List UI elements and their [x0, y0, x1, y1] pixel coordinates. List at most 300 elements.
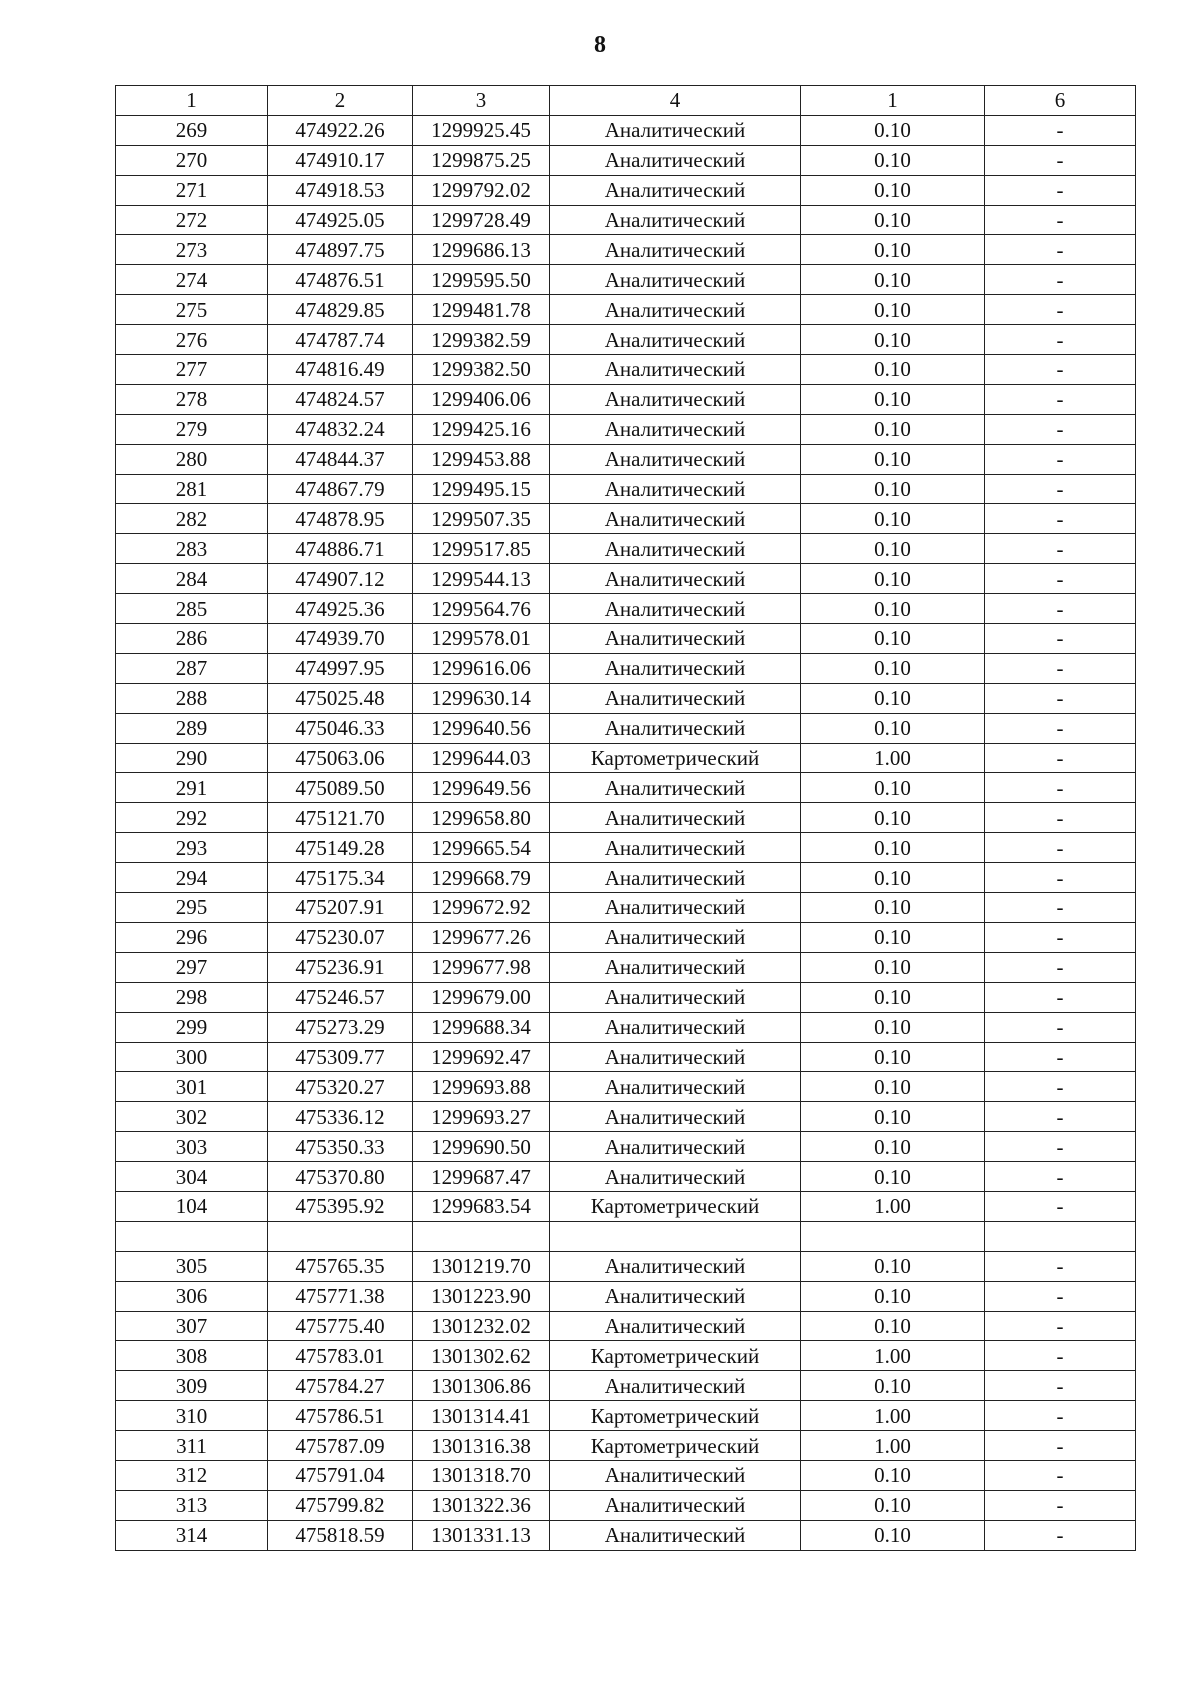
accuracy-cell: 0.10 [801, 1012, 985, 1042]
accuracy-cell: 0.10 [801, 952, 985, 982]
method-cell: Аналитический [550, 683, 801, 713]
x-coordinate-cell: 475246.57 [268, 982, 413, 1012]
accuracy-cell: 0.10 [801, 922, 985, 952]
y-coordinate-cell: 1299595.50 [413, 265, 550, 295]
x-coordinate-cell: 474907.12 [268, 564, 413, 594]
accuracy-cell: 0.10 [801, 414, 985, 444]
point-number-cell: 301 [116, 1072, 268, 1102]
coordinates-table [115, 85, 1136, 1551]
table-header [116, 86, 1136, 116]
table-row [116, 713, 1136, 743]
method-cell: Аналитический [550, 235, 801, 265]
y-coordinate-cell: 1299683.54 [413, 1191, 550, 1221]
table-row [116, 145, 1136, 175]
accuracy-cell: 0.10 [801, 444, 985, 474]
description-cell: - [985, 1371, 1136, 1401]
description-cell: - [985, 1281, 1136, 1311]
method-cell: Аналитический [550, 384, 801, 414]
method-cell [550, 1221, 801, 1251]
header-cell: 1 [116, 86, 268, 116]
point-number-cell: 310 [116, 1401, 268, 1431]
x-coordinate-cell: 475765.35 [268, 1251, 413, 1281]
header-row [116, 86, 1136, 116]
y-coordinate-cell: 1299481.78 [413, 295, 550, 325]
x-coordinate-cell: 474922.26 [268, 115, 413, 145]
x-coordinate-cell: 475089.50 [268, 773, 413, 803]
table-row [116, 683, 1136, 713]
accuracy-cell: 1.00 [801, 743, 985, 773]
method-cell: Аналитический [550, 893, 801, 923]
method-cell: Аналитический [550, 534, 801, 564]
table-row [116, 1490, 1136, 1520]
x-coordinate-cell: 474832.24 [268, 414, 413, 444]
x-coordinate-cell: 475786.51 [268, 1401, 413, 1431]
point-number-cell: 288 [116, 683, 268, 713]
x-coordinate-cell: 474829.85 [268, 295, 413, 325]
x-coordinate-cell: 474939.70 [268, 624, 413, 654]
description-cell: - [985, 414, 1136, 444]
x-coordinate-cell: 474897.75 [268, 235, 413, 265]
method-cell: Аналитический [550, 564, 801, 594]
method-cell: Аналитический [550, 205, 801, 235]
point-number-cell: 289 [116, 713, 268, 743]
table-row [116, 1281, 1136, 1311]
x-coordinate-cell: 474844.37 [268, 444, 413, 474]
x-coordinate-cell [268, 1221, 413, 1251]
y-coordinate-cell: 1299687.47 [413, 1162, 550, 1192]
description-cell: - [985, 683, 1136, 713]
description-cell: - [985, 1102, 1136, 1132]
accuracy-cell: 0.10 [801, 773, 985, 803]
point-number-cell: 282 [116, 504, 268, 534]
point-number-cell: 308 [116, 1341, 268, 1371]
x-coordinate-cell: 475370.80 [268, 1162, 413, 1192]
method-cell: Аналитический [550, 653, 801, 683]
page-number: 8 [594, 32, 606, 58]
x-coordinate-cell: 474925.05 [268, 205, 413, 235]
description-cell: - [985, 265, 1136, 295]
description-cell [985, 1221, 1136, 1251]
point-number-cell: 104 [116, 1191, 268, 1221]
method-cell: Картометрический [550, 743, 801, 773]
description-cell: - [985, 1132, 1136, 1162]
point-number-cell: 283 [116, 534, 268, 564]
description-cell: - [985, 175, 1136, 205]
point-number-cell: 305 [116, 1251, 268, 1281]
description-cell: - [985, 803, 1136, 833]
y-coordinate-cell: 1301322.36 [413, 1490, 550, 1520]
method-cell: Аналитический [550, 1281, 801, 1311]
x-coordinate-cell: 475395.92 [268, 1191, 413, 1221]
method-cell: Аналитический [550, 803, 801, 833]
x-coordinate-cell: 475336.12 [268, 1102, 413, 1132]
point-number-cell: 314 [116, 1520, 268, 1550]
accuracy-cell: 0.10 [801, 145, 985, 175]
method-cell: Аналитический [550, 1371, 801, 1401]
y-coordinate-cell: 1299544.13 [413, 564, 550, 594]
accuracy-cell: 0.10 [801, 1042, 985, 1072]
table-row [116, 653, 1136, 683]
table-row [116, 594, 1136, 624]
y-coordinate-cell: 1299693.88 [413, 1072, 550, 1102]
description-cell: - [985, 115, 1136, 145]
method-cell: Аналитический [550, 922, 801, 952]
accuracy-cell: 0.10 [801, 1072, 985, 1102]
x-coordinate-cell: 475309.77 [268, 1042, 413, 1072]
description-cell: - [985, 1401, 1136, 1431]
x-coordinate-cell: 475787.09 [268, 1431, 413, 1461]
point-number-cell: 279 [116, 414, 268, 444]
method-cell: Аналитический [550, 1490, 801, 1520]
table-row [116, 1042, 1136, 1072]
point-number-cell: 294 [116, 863, 268, 893]
method-cell: Аналитический [550, 1012, 801, 1042]
point-number-cell: 291 [116, 773, 268, 803]
point-number-cell: 273 [116, 235, 268, 265]
accuracy-cell: 0.10 [801, 1460, 985, 1490]
table-row [116, 205, 1136, 235]
accuracy-cell: 0.10 [801, 175, 985, 205]
table-row [116, 325, 1136, 355]
point-number-cell: 274 [116, 265, 268, 295]
table-row [116, 1102, 1136, 1132]
y-coordinate-cell: 1299875.25 [413, 145, 550, 175]
x-coordinate-cell: 474876.51 [268, 265, 413, 295]
description-cell: - [985, 773, 1136, 803]
accuracy-cell: 0.10 [801, 325, 985, 355]
header-cell: 2 [268, 86, 413, 116]
method-cell: Аналитический [550, 773, 801, 803]
description-cell: - [985, 1162, 1136, 1192]
accuracy-cell: 0.10 [801, 205, 985, 235]
x-coordinate-cell: 475025.48 [268, 683, 413, 713]
point-number-cell: 300 [116, 1042, 268, 1072]
point-number-cell: 306 [116, 1281, 268, 1311]
x-coordinate-cell: 474878.95 [268, 504, 413, 534]
method-cell: Аналитический [550, 295, 801, 325]
point-number-cell: 287 [116, 653, 268, 683]
point-number-cell: 281 [116, 474, 268, 504]
x-coordinate-cell: 475236.91 [268, 952, 413, 982]
description-cell: - [985, 594, 1136, 624]
y-coordinate-cell: 1299693.27 [413, 1102, 550, 1132]
point-number-cell: 303 [116, 1132, 268, 1162]
y-coordinate-cell: 1299495.15 [413, 474, 550, 504]
table-row [116, 1460, 1136, 1490]
x-coordinate-cell: 475791.04 [268, 1460, 413, 1490]
accuracy-cell: 0.10 [801, 594, 985, 624]
y-coordinate-cell: 1299690.50 [413, 1132, 550, 1162]
table-row [116, 922, 1136, 952]
description-cell: - [985, 295, 1136, 325]
accuracy-cell: 0.10 [801, 1162, 985, 1192]
accuracy-cell: 0.10 [801, 235, 985, 265]
point-number-cell: 312 [116, 1460, 268, 1490]
description-cell: - [985, 1072, 1136, 1102]
table-row [116, 175, 1136, 205]
method-cell: Аналитический [550, 982, 801, 1012]
method-cell: Картометрический [550, 1341, 801, 1371]
y-coordinate-cell: 1301219.70 [413, 1251, 550, 1281]
table-row [116, 295, 1136, 325]
accuracy-cell: 0.10 [801, 683, 985, 713]
x-coordinate-cell: 474886.71 [268, 534, 413, 564]
y-coordinate-cell: 1299630.14 [413, 683, 550, 713]
description-cell: - [985, 1311, 1136, 1341]
accuracy-cell: 0.10 [801, 115, 985, 145]
y-coordinate-cell: 1299728.49 [413, 205, 550, 235]
y-coordinate-cell: 1299453.88 [413, 444, 550, 474]
x-coordinate-cell: 475063.06 [268, 743, 413, 773]
accuracy-cell: 1.00 [801, 1401, 985, 1431]
table-row [116, 1341, 1136, 1371]
y-coordinate-cell: 1299686.13 [413, 235, 550, 265]
method-cell: Картометрический [550, 1431, 801, 1461]
method-cell: Аналитический [550, 474, 801, 504]
y-coordinate-cell: 1299672.92 [413, 893, 550, 923]
table-row [116, 743, 1136, 773]
table-row [116, 863, 1136, 893]
description-cell: - [985, 325, 1136, 355]
accuracy-cell: 0.10 [801, 893, 985, 923]
y-coordinate-cell: 1301302.62 [413, 1341, 550, 1371]
point-number-cell: 286 [116, 624, 268, 654]
x-coordinate-cell: 475350.33 [268, 1132, 413, 1162]
accuracy-cell: 0.10 [801, 833, 985, 863]
point-number-cell: 293 [116, 833, 268, 863]
accuracy-cell: 0.10 [801, 982, 985, 1012]
x-coordinate-cell: 475783.01 [268, 1341, 413, 1371]
accuracy-cell: 0.10 [801, 803, 985, 833]
table-row [116, 1072, 1136, 1102]
table-row [116, 1191, 1136, 1221]
y-coordinate-cell: 1299616.06 [413, 653, 550, 683]
description-cell: - [985, 564, 1136, 594]
point-number-cell [116, 1221, 268, 1251]
table-row [116, 1132, 1136, 1162]
y-coordinate-cell: 1301316.38 [413, 1431, 550, 1461]
y-coordinate-cell: 1299382.59 [413, 325, 550, 355]
description-cell: - [985, 355, 1136, 385]
x-coordinate-cell: 475784.27 [268, 1371, 413, 1401]
method-cell: Аналитический [550, 414, 801, 444]
table-row [116, 833, 1136, 863]
accuracy-cell: 0.10 [801, 624, 985, 654]
y-coordinate-cell: 1299925.45 [413, 115, 550, 145]
point-number-cell: 285 [116, 594, 268, 624]
table-row [116, 893, 1136, 923]
table-row [116, 355, 1136, 385]
y-coordinate-cell: 1299792.02 [413, 175, 550, 205]
description-cell: - [985, 1520, 1136, 1550]
header-cell: 4 [550, 86, 801, 116]
accuracy-cell: 1.00 [801, 1431, 985, 1461]
accuracy-cell: 0.10 [801, 1520, 985, 1550]
method-cell: Аналитический [550, 833, 801, 863]
y-coordinate-cell: 1299692.47 [413, 1042, 550, 1072]
x-coordinate-cell: 474787.74 [268, 325, 413, 355]
header-cell: 6 [985, 86, 1136, 116]
y-coordinate-cell: 1299688.34 [413, 1012, 550, 1042]
description-cell: - [985, 1341, 1136, 1371]
x-coordinate-cell: 475121.70 [268, 803, 413, 833]
description-cell: - [985, 444, 1136, 474]
description-cell: - [985, 653, 1136, 683]
table-row [116, 265, 1136, 295]
method-cell: Аналитический [550, 1311, 801, 1341]
method-cell: Аналитический [550, 325, 801, 355]
y-coordinate-cell: 1301318.70 [413, 1460, 550, 1490]
x-coordinate-cell: 475273.29 [268, 1012, 413, 1042]
accuracy-cell: 0.10 [801, 1281, 985, 1311]
table-row [116, 1520, 1136, 1550]
description-cell: - [985, 145, 1136, 175]
x-coordinate-cell: 474997.95 [268, 653, 413, 683]
method-cell: Аналитический [550, 504, 801, 534]
point-number-cell: 272 [116, 205, 268, 235]
y-coordinate-cell: 1301331.13 [413, 1520, 550, 1550]
accuracy-cell: 0.10 [801, 863, 985, 893]
description-cell: - [985, 1490, 1136, 1520]
point-number-cell: 296 [116, 922, 268, 952]
point-number-cell: 304 [116, 1162, 268, 1192]
y-coordinate-cell [413, 1221, 550, 1251]
point-number-cell: 299 [116, 1012, 268, 1042]
table-row [116, 504, 1136, 534]
x-coordinate-cell: 475775.40 [268, 1311, 413, 1341]
method-cell: Аналитический [550, 952, 801, 982]
method-cell: Аналитический [550, 115, 801, 145]
method-cell: Аналитический [550, 1042, 801, 1072]
point-number-cell: 280 [116, 444, 268, 474]
description-cell: - [985, 833, 1136, 863]
accuracy-cell: 0.10 [801, 1490, 985, 1520]
point-number-cell: 269 [116, 115, 268, 145]
table-body [116, 115, 1136, 1550]
x-coordinate-cell: 475230.07 [268, 922, 413, 952]
accuracy-cell: 0.10 [801, 265, 985, 295]
x-coordinate-cell: 475320.27 [268, 1072, 413, 1102]
y-coordinate-cell: 1299679.00 [413, 982, 550, 1012]
method-cell: Картометрический [550, 1401, 801, 1431]
method-cell: Аналитический [550, 624, 801, 654]
table-row [116, 1371, 1136, 1401]
description-cell: - [985, 504, 1136, 534]
accuracy-cell: 0.10 [801, 504, 985, 534]
point-number-cell: 307 [116, 1311, 268, 1341]
description-cell: - [985, 235, 1136, 265]
x-coordinate-cell: 475818.59 [268, 1520, 413, 1550]
point-number-cell: 276 [116, 325, 268, 355]
description-cell: - [985, 1191, 1136, 1221]
description-cell: - [985, 1431, 1136, 1461]
accuracy-cell: 0.10 [801, 355, 985, 385]
table-row [116, 534, 1136, 564]
y-coordinate-cell: 1299425.16 [413, 414, 550, 444]
point-number-cell: 284 [116, 564, 268, 594]
accuracy-cell: 1.00 [801, 1191, 985, 1221]
accuracy-cell: 0.10 [801, 1311, 985, 1341]
method-cell: Аналитический [550, 1132, 801, 1162]
y-coordinate-cell: 1299677.98 [413, 952, 550, 982]
point-number-cell: 290 [116, 743, 268, 773]
x-coordinate-cell: 475046.33 [268, 713, 413, 743]
table-row [116, 1431, 1136, 1461]
table-row [116, 1012, 1136, 1042]
point-number-cell: 271 [116, 175, 268, 205]
y-coordinate-cell: 1299406.06 [413, 384, 550, 414]
y-coordinate-cell: 1299644.03 [413, 743, 550, 773]
accuracy-cell: 0.10 [801, 653, 985, 683]
y-coordinate-cell: 1299665.54 [413, 833, 550, 863]
accuracy-cell: 0.10 [801, 1371, 985, 1401]
accuracy-cell: 0.10 [801, 295, 985, 325]
method-cell: Аналитический [550, 594, 801, 624]
point-number-cell: 297 [116, 952, 268, 982]
table-row [116, 803, 1136, 833]
x-coordinate-cell: 475799.82 [268, 1490, 413, 1520]
table-row [116, 235, 1136, 265]
description-cell: - [985, 952, 1136, 982]
x-coordinate-cell: 474867.79 [268, 474, 413, 504]
point-number-cell: 277 [116, 355, 268, 385]
x-coordinate-cell: 475771.38 [268, 1281, 413, 1311]
description-cell: - [985, 922, 1136, 952]
accuracy-cell: 0.10 [801, 534, 985, 564]
method-cell: Аналитический [550, 1162, 801, 1192]
y-coordinate-cell: 1299658.80 [413, 803, 550, 833]
x-coordinate-cell: 474925.36 [268, 594, 413, 624]
accuracy-cell: 0.10 [801, 1102, 985, 1132]
accuracy-cell: 1.00 [801, 1341, 985, 1371]
accuracy-cell: 0.10 [801, 713, 985, 743]
y-coordinate-cell: 1299668.79 [413, 863, 550, 893]
y-coordinate-cell: 1299517.85 [413, 534, 550, 564]
y-coordinate-cell: 1299564.76 [413, 594, 550, 624]
y-coordinate-cell: 1299507.35 [413, 504, 550, 534]
description-cell: - [985, 534, 1136, 564]
point-number-cell: 295 [116, 893, 268, 923]
x-coordinate-cell: 475175.34 [268, 863, 413, 893]
method-cell: Картометрический [550, 1191, 801, 1221]
point-number-cell: 309 [116, 1371, 268, 1401]
header-cell: 1 [801, 86, 985, 116]
table-row [116, 115, 1136, 145]
y-coordinate-cell: 1299649.56 [413, 773, 550, 803]
point-number-cell: 302 [116, 1102, 268, 1132]
method-cell: Аналитический [550, 355, 801, 385]
point-number-cell: 313 [116, 1490, 268, 1520]
x-coordinate-cell: 474824.57 [268, 384, 413, 414]
accuracy-cell: 0.10 [801, 1132, 985, 1162]
table-row [116, 444, 1136, 474]
description-cell: - [985, 893, 1136, 923]
description-cell: - [985, 624, 1136, 654]
header-cell: 3 [413, 86, 550, 116]
method-cell: Аналитический [550, 145, 801, 175]
description-cell: - [985, 1042, 1136, 1072]
description-cell: - [985, 1012, 1136, 1042]
point-number-cell: 270 [116, 145, 268, 175]
y-coordinate-cell: 1299640.56 [413, 713, 550, 743]
point-number-cell: 275 [116, 295, 268, 325]
y-coordinate-cell: 1301314.41 [413, 1401, 550, 1431]
method-cell: Аналитический [550, 444, 801, 474]
x-coordinate-cell: 475149.28 [268, 833, 413, 863]
accuracy-cell: 0.10 [801, 1251, 985, 1281]
method-cell: Аналитический [550, 265, 801, 295]
description-cell: - [985, 205, 1136, 235]
